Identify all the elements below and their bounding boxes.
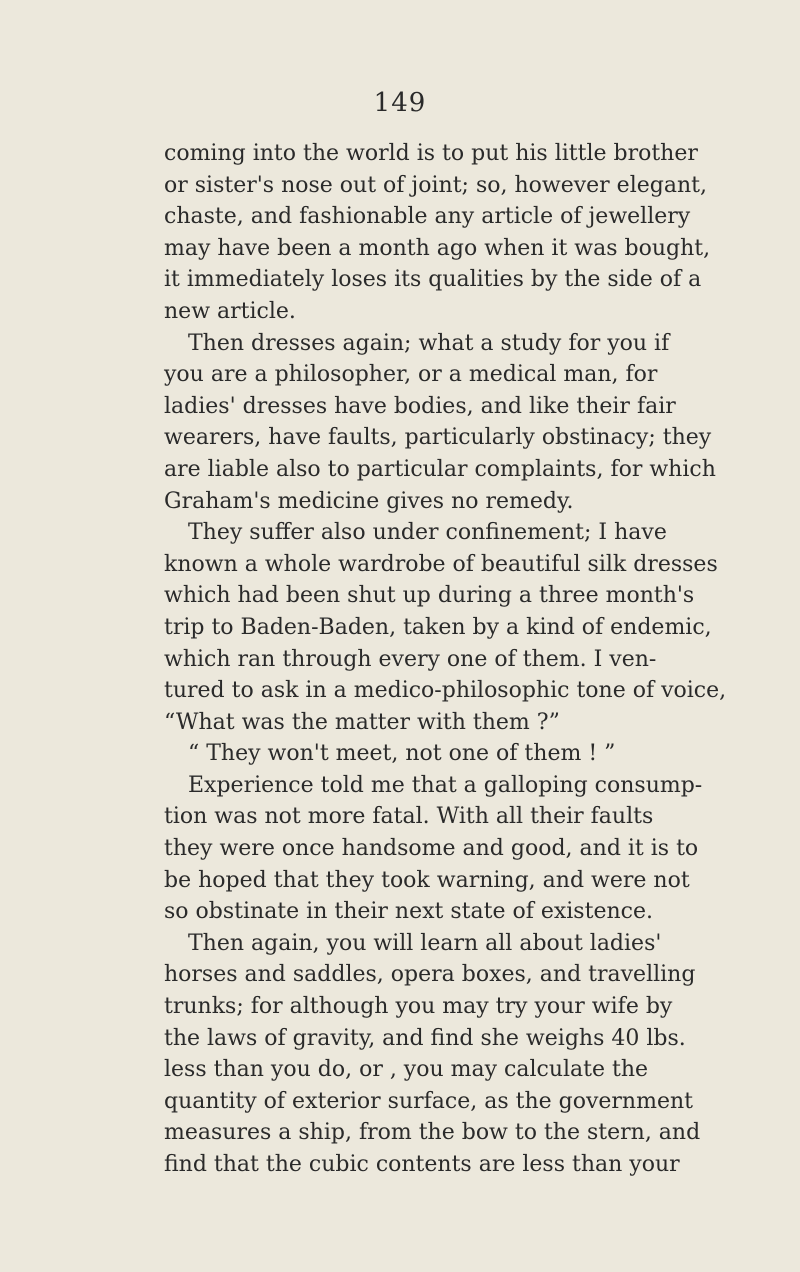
text-line: it immediately loses its qualities by the side of a — [164, 267, 702, 293]
text-line: “ They won't meet, not one of them ! ” — [188, 741, 616, 767]
text-line: quantity of exterior surface, as the government — [164, 1088, 693, 1114]
text-line: which ran through every one of them. I ven- — [164, 646, 657, 672]
text-line: measures a ship, from the bow to the stern, and — [164, 1120, 701, 1146]
text-line: are liable also to particular complaints, for which — [164, 456, 716, 482]
text-line: tion was not more fatal. With all their faults — [164, 804, 654, 830]
text-line: trunks; for although you may try your wife by — [164, 994, 673, 1020]
text-line: the laws of gravity, and find she weighs 40 lbs. — [164, 1025, 686, 1051]
text-line: trip to Baden-Baden, taken by a kind of endemic, — [164, 614, 712, 640]
text-line: they were once handsome and good, and it is to — [164, 836, 699, 862]
text-line: tured to ask in a medico-philosophic tone of voice, — [164, 678, 727, 704]
page-number: 149 — [373, 88, 427, 118]
body-text — [164, 138, 727, 1181]
text-line: chaste, and fashionable any article of jewellery — [164, 204, 691, 230]
text-line: or sister's nose out of joint; so, however elegant, — [164, 172, 707, 198]
text-line: Then dresses again; what a study for you if — [188, 330, 670, 356]
text-line: wearers, have faults, particularly obstinacy; they — [164, 425, 712, 451]
text-line: you are a philosopher, or a medical man, for — [164, 362, 658, 388]
text-line: “What was the matter with them ?” — [164, 709, 560, 735]
text-line: coming into the world is to put his little brother — [164, 141, 698, 166]
text-line: horses and saddles, opera boxes, and travelling — [164, 962, 696, 988]
text-line: Graham's medicine gives no remedy. — [164, 488, 574, 514]
text-line: ladies' dresses have bodies, and like their fair — [164, 393, 676, 419]
text-line: which had been shut up during a three month's — [164, 583, 695, 609]
text-line: may have been a month ago when it was bought, — [164, 235, 711, 261]
text-line: less than you do, or , you may calculate the — [164, 1057, 649, 1083]
text-line: known a whole wardrobe of beautiful silk dresses — [164, 551, 718, 577]
text-line: find that the cubic contents are less than your — [164, 1152, 680, 1177]
text-line: Then again, you will learn all about ladies' — [188, 930, 662, 956]
text-line: new article. — [164, 298, 296, 324]
text-line: so obstinate in their next state of existence. — [164, 899, 653, 925]
text-line: be hoped that they took warning, and were not — [164, 867, 690, 893]
text-line: Experience told me that a galloping consump- — [188, 772, 703, 798]
text-line: They suffer also under confinement; I have — [188, 520, 667, 546]
